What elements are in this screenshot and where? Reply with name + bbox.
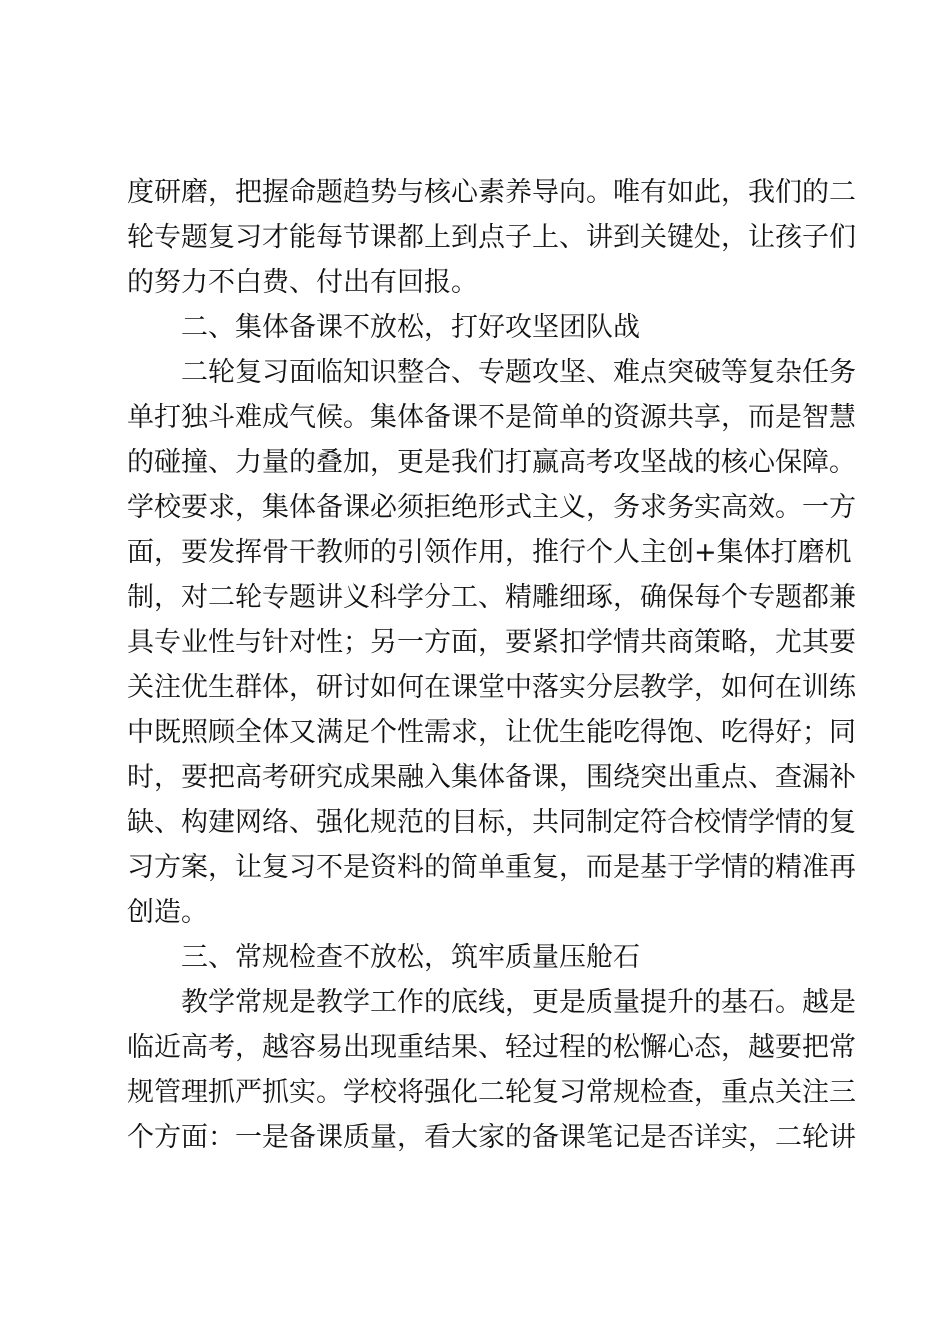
text-line: 教学常规是教学工作的底线，更是质量提升的基石。越是 [181, 987, 856, 1018]
text-line: 单打独斗难成气候。集体备课不是简单的资源共享，而是智慧 [127, 402, 856, 433]
text-line: 临近高考，越容易出现重结果、轻过程的松懈心态，越要把常 [127, 1032, 856, 1063]
text-line: 制，对二轮专题讲义科学分工、精雕细琢，确保每个专题都兼 [127, 582, 856, 613]
text-line: 的努力不白费、付出有回报。 [127, 267, 478, 298]
text-line: 二轮复习面临知识整合、专题攻坚、难点突破等复杂任务 [181, 357, 856, 388]
document-body [127, 170, 856, 1160]
text-line: 的碰撞、力量的叠加，更是我们打赢高考攻坚战的核心保障。 [127, 447, 856, 478]
text-line: 面，要发挥骨干教师的引领作用，推行个人主创+集体打磨机 [127, 537, 852, 568]
section-heading: 三、常规检查不放松，筑牢质量压舱石 [181, 942, 640, 973]
text-line: 规管理抓严抓实。学校将强化二轮复习常规检查，重点关注三 [127, 1077, 856, 1108]
text-line: 时，要把高考研究成果融入集体备课，围绕突出重点、查漏补 [127, 762, 856, 793]
text-line: 学校要求，集体备课必须拒绝形式主义，务求务实高效。一方 [127, 492, 856, 523]
text-line: 轮专题复习才能每节课都上到点子上、讲到关键处，让孩子们 [127, 222, 856, 253]
text-line: 习方案，让复习不是资料的简单重复，而是基于学情的精准再 [127, 852, 856, 883]
section-heading: 二、集体备课不放松，打好攻坚团队战 [181, 312, 640, 343]
text-line: 度研磨，把握命题趋势与核心素养导向。唯有如此，我们的二 [127, 177, 856, 208]
text-line: 中既照顾全体又满足个性需求，让优生能吃得饱、吃得好；同 [127, 717, 856, 748]
text-line: 具专业性与针对性；另一方面，要紧扣学情共商策略，尤其要 [127, 627, 856, 658]
text-line: 个方面：一是备课质量，看大家的备课笔记是否详实，二轮讲 [127, 1122, 856, 1153]
text-line: 缺、构建网络、强化规范的目标，共同制定符合校情学情的复 [127, 807, 856, 838]
text-line: 创造。 [127, 897, 208, 928]
text-line: 关注优生群体，研讨如何在课堂中落实分层教学，如何在训练 [127, 672, 856, 703]
